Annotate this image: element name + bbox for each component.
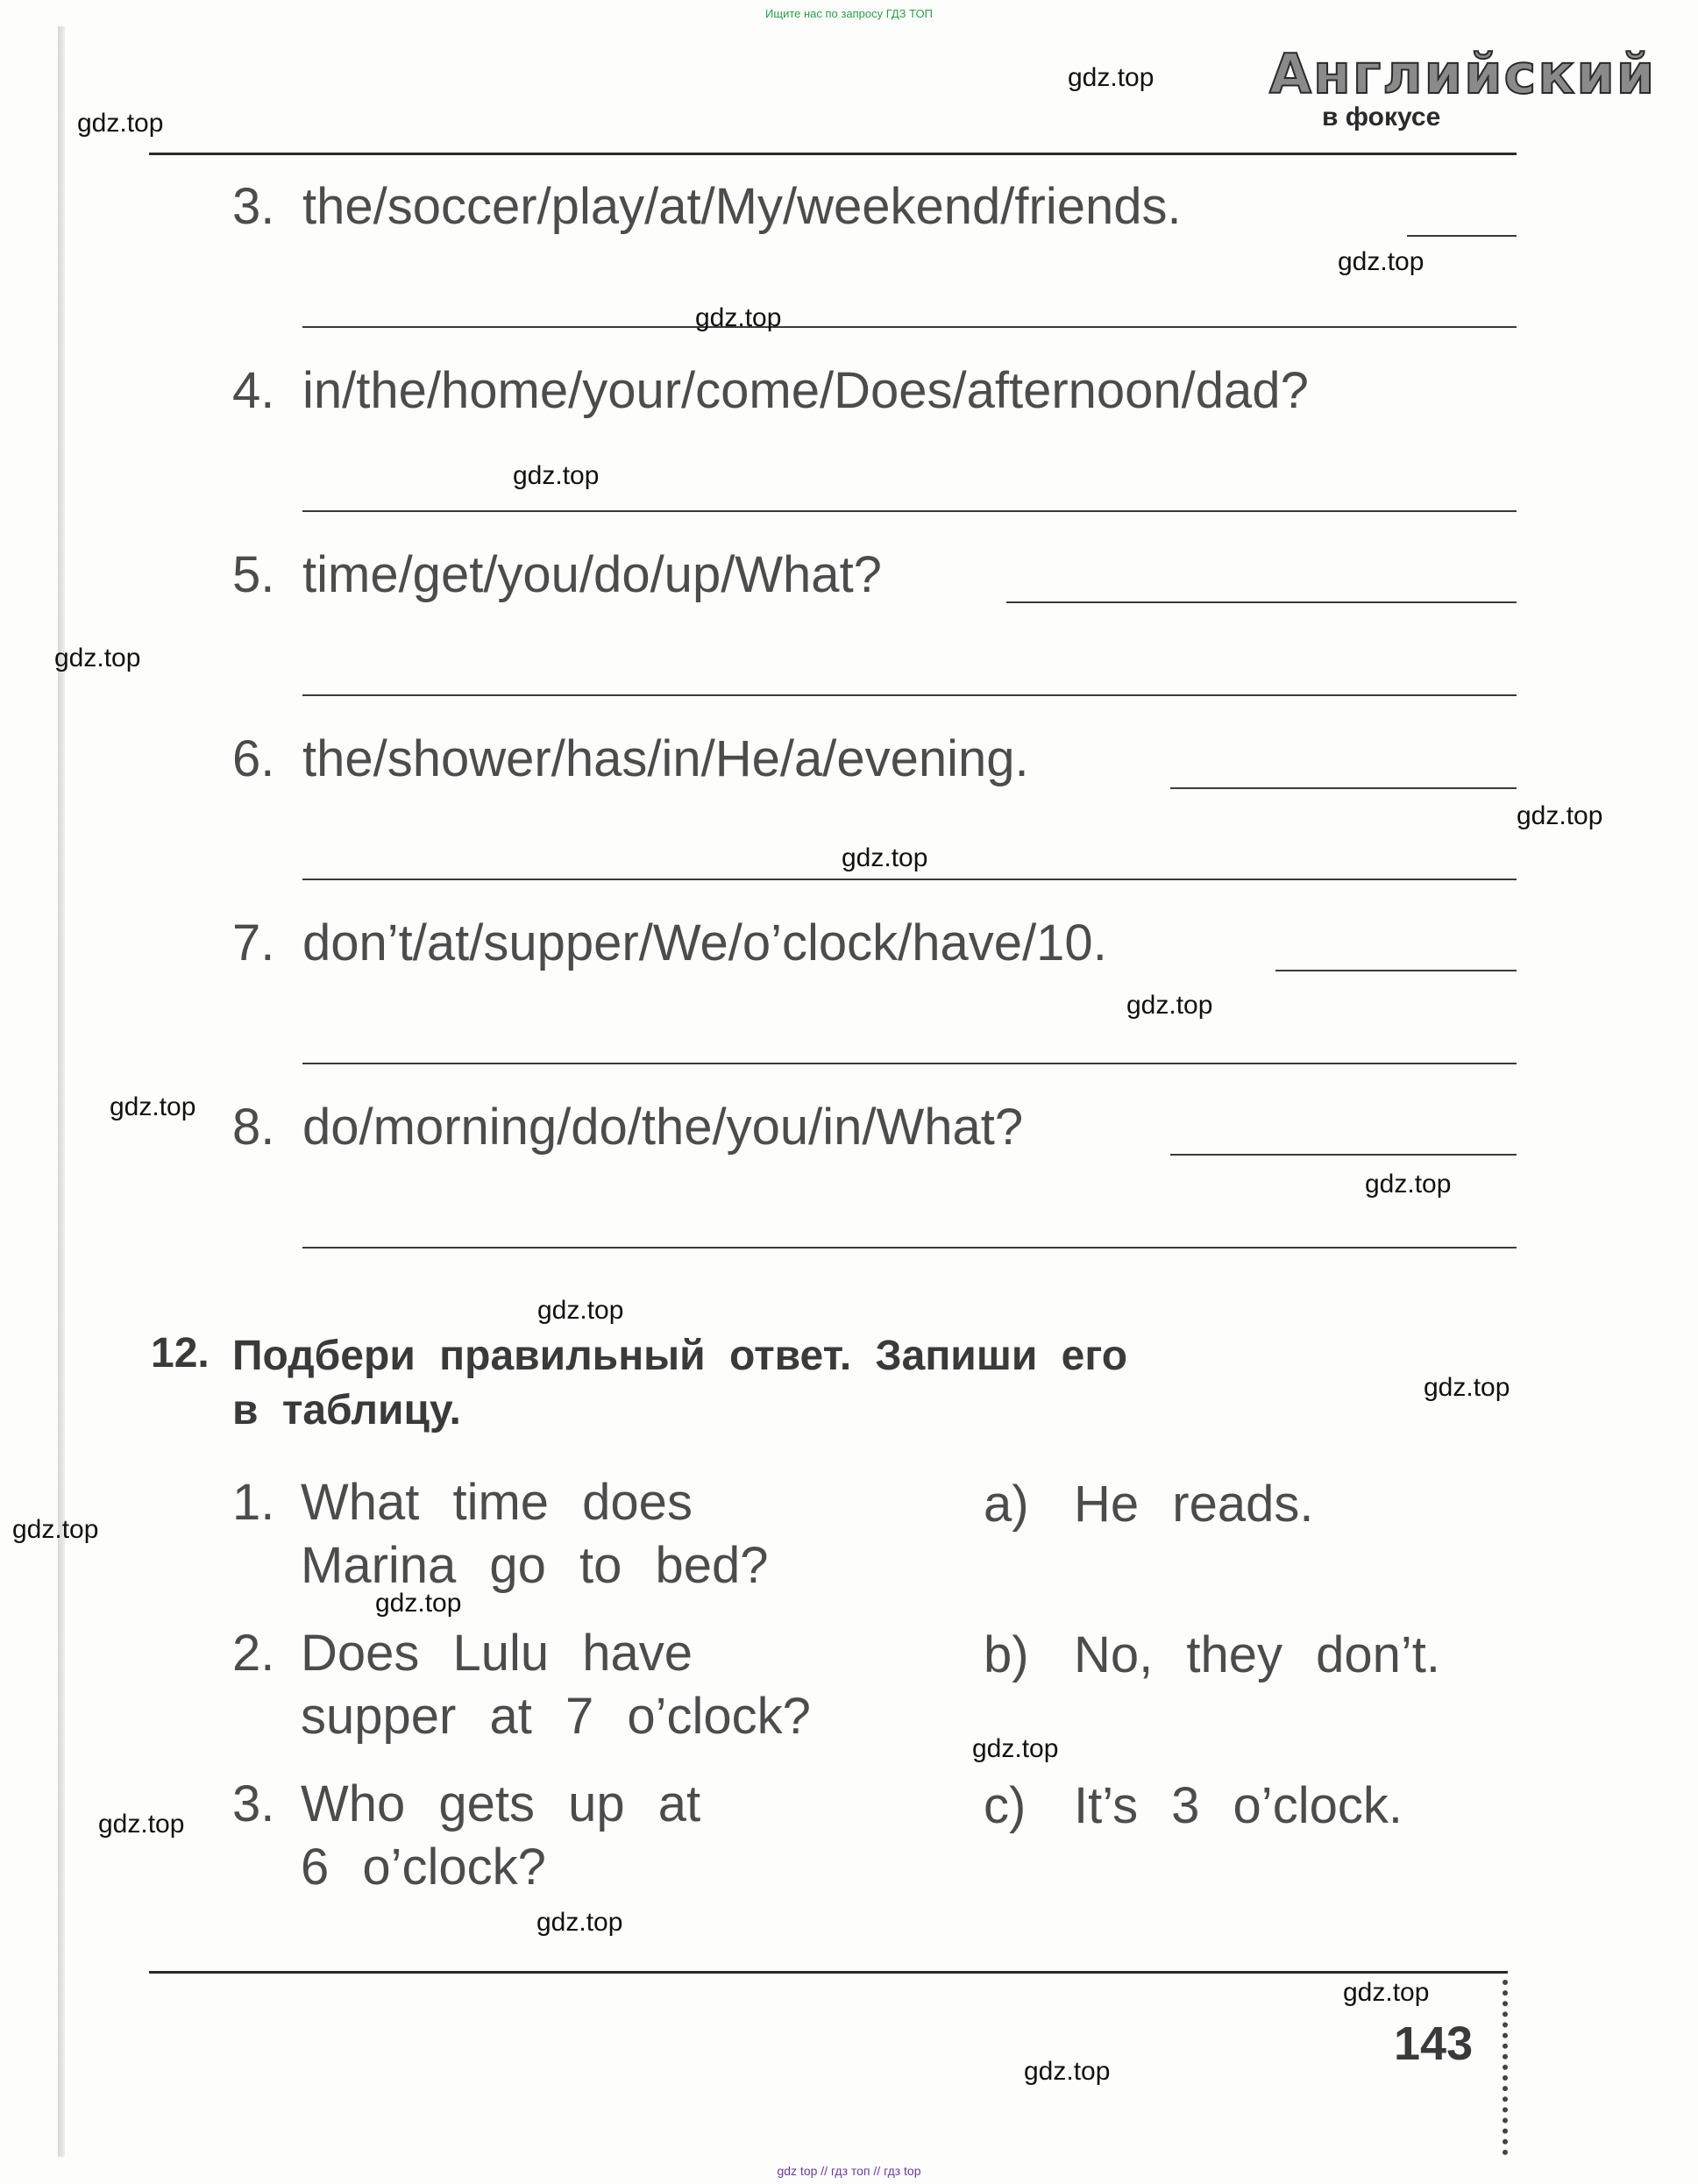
exercise-title: Подбери правильный ответ. Запиши его (232, 1333, 1128, 1379)
sentence-text: time/get/you/do/up/What? (302, 546, 882, 603)
logo-subtitle: в фокусе (1322, 103, 1441, 132)
footer-rule (149, 1971, 1508, 1974)
watermark: gdz.top (513, 461, 600, 490)
watermark: gdz.top (695, 303, 782, 332)
answer-line[interactable] (302, 694, 1517, 696)
watermark: gdz.top (12, 1515, 99, 1544)
question-number: 1. (232, 1474, 275, 1531)
answer-letter: b) (984, 1626, 1029, 1683)
watermark: gdz.top (1517, 801, 1603, 830)
exercise-number: 12. (151, 1330, 210, 1377)
answer-text: No, they don’t. (1074, 1626, 1440, 1683)
exercise-title: в таблицу. (232, 1387, 461, 1433)
footer-credit: gdz top // гдз топ // гдз top (777, 2164, 921, 2178)
watermark: gdz.top (110, 1092, 196, 1121)
sentence-text: do/morning/do/the/you/in/What? (302, 1099, 1024, 1156)
sentence-number: 8. (232, 1099, 275, 1156)
watermark: gdz.top (54, 644, 141, 672)
question-number: 2. (232, 1625, 275, 1682)
watermark: gdz.top (77, 109, 164, 138)
watermark: gdz.top (1365, 1170, 1452, 1199)
sentence-number: 4. (232, 362, 275, 419)
watermark: gdz.top (1343, 1978, 1430, 2007)
answer-text: It’s 3 o’clock. (1074, 1777, 1403, 1834)
answer-line[interactable] (1006, 601, 1517, 603)
answer-line[interactable] (1170, 1154, 1517, 1156)
question-text: Marina go to bed? (301, 1537, 769, 1594)
answer-text: He reads. (1074, 1476, 1314, 1533)
watermark: gdz.top (1024, 2057, 1111, 2086)
sentence-text: don’t/at/supper/We/o’clock/have/10. (302, 914, 1107, 971)
cut-line (1503, 1980, 1515, 2155)
sentence-number: 7. (232, 914, 275, 971)
answer-line[interactable] (1407, 235, 1517, 237)
question-text: What time does (301, 1474, 693, 1531)
answer-line[interactable] (302, 1063, 1517, 1064)
page-number: 143 (1394, 2017, 1474, 2070)
answer-line[interactable] (1275, 970, 1517, 971)
watermark: gdz.top (1126, 991, 1213, 1020)
watermark: gdz.top (98, 1810, 185, 1839)
watermark: gdz.top (1424, 1373, 1510, 1402)
watermark: gdz.top (842, 843, 928, 872)
question-text: Who gets up at (301, 1775, 701, 1832)
question-number: 3. (232, 1775, 275, 1832)
sentence-text: in/the/home/your/come/Does/afternoon/dad? (302, 362, 1309, 419)
question-text: supper at 7 o’clock? (301, 1688, 811, 1745)
sentence-number: 5. (232, 546, 275, 603)
question-text: Does Lulu have (301, 1625, 693, 1682)
watermark: gdz.top (1068, 63, 1154, 92)
watermark: gdz.top (972, 1734, 1059, 1763)
answer-letter: c) (984, 1777, 1027, 1834)
answer-line[interactable] (302, 510, 1517, 512)
answer-line[interactable] (302, 879, 1517, 880)
book-logo (1269, 42, 1657, 133)
answer-line[interactable] (1170, 787, 1517, 789)
sentence-number: 3. (232, 178, 275, 235)
watermark: gdz.top (536, 1908, 623, 1937)
watermark: gdz.top (375, 1589, 462, 1618)
sentence-number: 6. (232, 730, 275, 787)
question-text: 6 o’clock? (301, 1839, 546, 1896)
watermark: gdz.top (1338, 247, 1424, 276)
logo-title: Английский (1269, 42, 1657, 106)
watermark: gdz.top (537, 1296, 624, 1325)
top-banner: Ищите нас по запросу ГДЗ ТОП (765, 7, 933, 20)
answer-letter: a) (984, 1476, 1029, 1533)
answer-line[interactable] (302, 326, 1517, 328)
header-rule (149, 153, 1517, 155)
sentence-text: the/soccer/play/at/My/weekend/friends. (302, 178, 1182, 235)
binding-gutter (58, 26, 65, 2157)
answer-line[interactable] (302, 1247, 1517, 1249)
sentence-text: the/shower/has/in/He/a/evening. (302, 730, 1029, 787)
